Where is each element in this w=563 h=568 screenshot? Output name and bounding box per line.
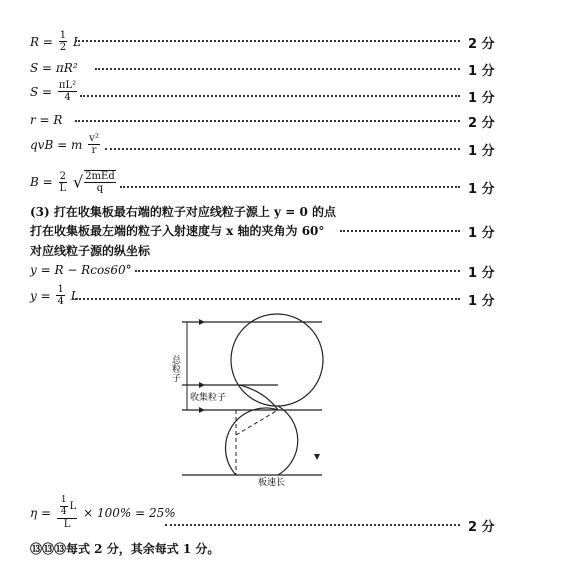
eq-s: S = πR² [30,60,78,75]
label-collect: 收集粒子 [190,393,227,403]
eq-r: R = $\frac{1}{2}$ L [30,30,81,53]
part3-line2: 打在收集板最左端的粒子入射速度与 x 轴的夹角为 60° [30,224,325,238]
eq-rr: r = R [30,112,63,127]
part3-line1: (3) 打在收集板最右端的粒子对应线粒子源上 y = 0 的点 [30,205,336,219]
eq-force: qvB = m $\frac{\text{v²}}{r}$ [30,133,99,156]
arrow-icon [199,319,205,325]
score-y1: 1 分 [468,266,495,281]
score-eta: 2 分 [468,520,495,535]
arrow-icon [314,454,320,460]
score-part3-line2: 1 分 [468,226,495,241]
eq-eta: η = $\frac{1}{4}$ L L × 100% = 25% [30,495,176,530]
arrow-icon [199,382,205,388]
arrow-icon [199,407,205,413]
footer-note: ⑬⑬⑬每式 2 分，其余每式 1 分。 [30,542,220,556]
score-y2: 1 分 [468,294,495,309]
lower-left-arc [226,408,278,475]
part3-line3: 对应线粒子源的纵坐标 [30,244,151,258]
label-total: 总粒子 [170,355,180,382]
score-r: 2 分 [468,37,495,52]
score-s2: 1 分 [468,91,495,106]
leader-dots [165,524,460,526]
label-board: 板速长 [258,478,286,488]
eq-b: B = $\frac{2}{L}$ √ $\frac{\text{2mEd}}{q}$ [30,170,115,194]
eq-y2: y = $\frac{1}{4}$ L [30,284,79,307]
score-s: 1 分 [468,64,495,79]
eq-y1: y = R − Rcos60° [30,262,132,277]
score-b: 1 分 [468,182,495,197]
lower-right-arc [278,406,298,475]
upper-circle-trajectory [231,314,323,406]
score-force: 1 分 [468,144,495,159]
score-rr: 2 分 [468,116,495,131]
eq-s2: S = $\frac{\text{πL²}}{4}$ [30,80,77,103]
dashed-diagonal [236,410,278,435]
